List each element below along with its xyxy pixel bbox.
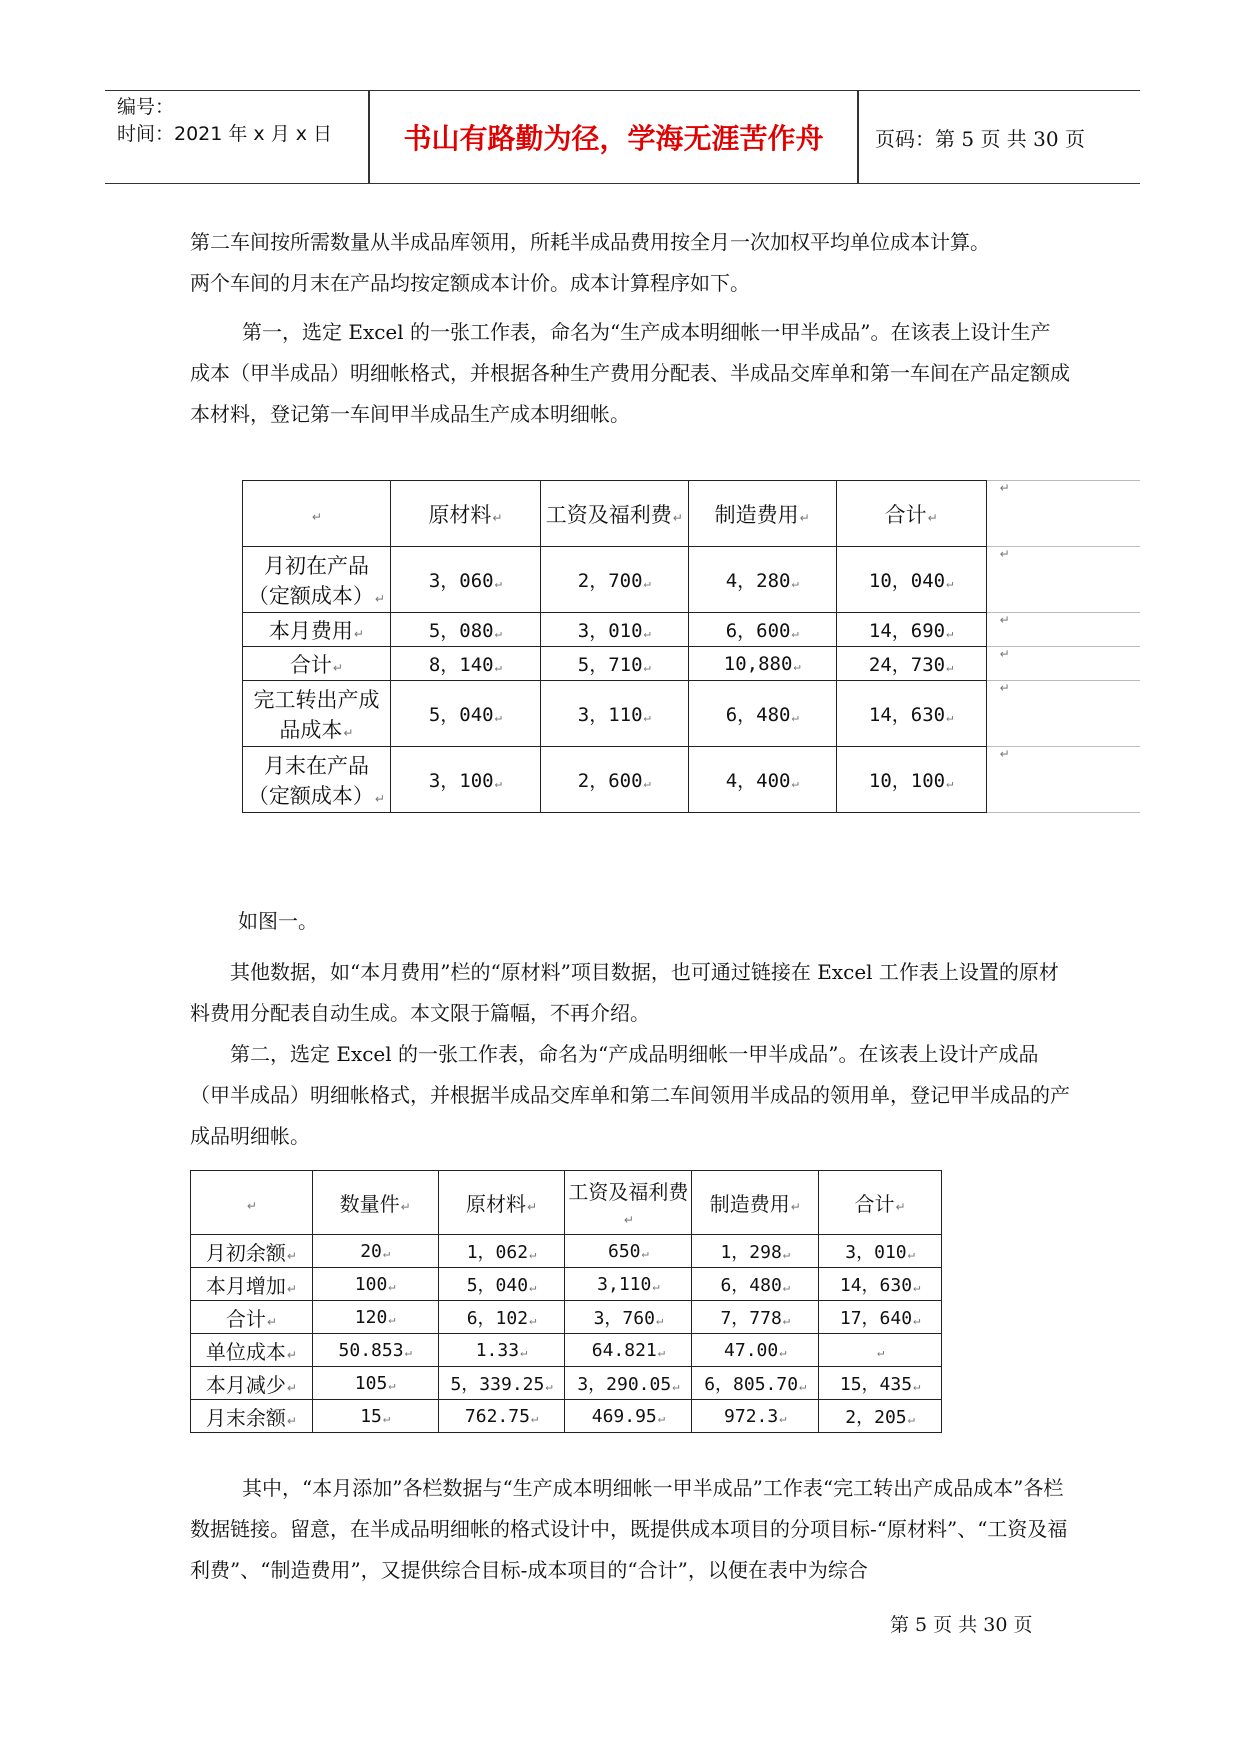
table-cell: 6，480↵ (692, 1268, 819, 1301)
table-cell: 6，102↵ (438, 1301, 565, 1334)
header-meta (117, 91, 367, 186)
intro-line-2: 两个车间的月末在产品均按定额成本计价。成本计算程序如下。 (190, 271, 750, 295)
table-cell: 972.3↵ (692, 1400, 819, 1433)
table-cell: 2，205↵ (819, 1400, 942, 1433)
table-cell: 8，140↵ (390, 647, 540, 681)
table-cell: 6，600↵ (688, 613, 836, 647)
table-cell: 2，700↵ (540, 547, 688, 613)
table-cell: 120↵ (312, 1301, 438, 1334)
header-divider (857, 91, 859, 183)
table-cell: 3，060↵ (390, 547, 540, 613)
table-cell: 10,880↵ (688, 647, 836, 681)
header-cell: 合计↵ (819, 1171, 942, 1235)
intro-section (190, 222, 1070, 435)
figure-caption: 如图一。 (238, 909, 318, 933)
row-label: 月初余额↵ (191, 1235, 313, 1268)
header-cell: ↵ (243, 481, 391, 547)
table-header-row (191, 1171, 942, 1235)
header-cell: ↵ (191, 1171, 313, 1235)
row-label: 合计↵ (191, 1301, 313, 1334)
table-cell: 762.75↵ (438, 1400, 565, 1433)
table-cell: 50.853↵ (312, 1334, 438, 1367)
table-row (243, 613, 1141, 647)
table-cell: 14，630↵ (819, 1268, 942, 1301)
table-cell: 17，640↵ (819, 1301, 942, 1334)
header-cell: 合计↵ (836, 481, 986, 547)
header-cell: 数量件↵ (312, 1171, 438, 1235)
header-cell: 工资及福利费↵ (540, 481, 688, 547)
header-cell: 工资及福利费↵ (565, 1171, 692, 1235)
table-cell: 6，805.70↵ (692, 1367, 819, 1400)
table-cell: 650↵ (565, 1235, 692, 1268)
middle-paragraph-2: 第二，选定 Excel 的一张工作表，命名为“产成品明细帐一甲半成品”。在该表上设计产成品（甲半成品）明细帐格式，并根据半成品交库单和第二车间领用半成品的领用单，登记甲半成品的产成品明细帐。 (190, 1042, 1070, 1148)
table-row (191, 1367, 942, 1400)
row-label: 月初在产品（定额成本）↵ (243, 547, 391, 613)
table-cell: 4，280↵ (688, 547, 836, 613)
table-cell: 1，062↵ (438, 1235, 565, 1268)
header-motto: 书山有路勤为径，学海无涯苦作舟 (403, 122, 824, 155)
table-cell: 47.00↵ (692, 1334, 819, 1367)
step-1-paragraph: 第一，选定 Excel 的一张工作表，命名为“生产成本明细帐一甲半成品”。在该表上设计生产成本（甲半成品）明细帐格式，并根据各种生产费用分配表、半成品交库单和第一车间在产品定额成本材料，登记第一车间甲半成品生产成本明细帐。 (190, 320, 1070, 426)
closing-paragraph: 其中，“本月添加”各栏数据与“生产成本明细帐一甲半成品”工作表“完工转出产成品成本”各栏数据链接。留意，在半成品明细帐的格式设计中，既提供成本项目的分项目标-“原材料”、“工资及福利费”、“制造费用”，又提供综合目标-成本项目的“合计”，以便在表中为综合 (190, 1476, 1068, 1582)
table-cell: 5，339.25↵ (438, 1367, 565, 1400)
row-label: 本月费用↵ (243, 613, 391, 647)
table-cell: 105↵ (312, 1367, 438, 1400)
table-cell: 15，435↵ (819, 1367, 942, 1400)
row-label: 月末在产品（定额成本）↵ (243, 747, 391, 813)
table-cell: 20↵ (312, 1235, 438, 1268)
table-cell: 14，630↵ (836, 681, 986, 747)
row-label: 本月增加↵ (191, 1268, 313, 1301)
table-cell: 5，710↵ (540, 647, 688, 681)
middle-section (190, 952, 1070, 1157)
table-row (191, 1400, 942, 1433)
row-label: 完工转出产成品成本↵ (243, 681, 391, 747)
table-row (243, 647, 1141, 681)
closing-section (190, 1468, 1070, 1591)
table-cell: 4，400↵ (688, 747, 836, 813)
page-footer: 第 5 页 共 30 页 (890, 1614, 1033, 1636)
extra-cell: ↵ (986, 547, 1140, 613)
header-cell: 制造费用↵ (692, 1171, 819, 1235)
page-header (105, 90, 1140, 184)
table-cell: 1.33↵ (438, 1334, 565, 1367)
table-row (191, 1301, 942, 1334)
table-cell: 6，480↵ (688, 681, 836, 747)
extra-cell: ↵ (986, 613, 1140, 647)
table-cell: 100↵ (312, 1268, 438, 1301)
table-cell: 3，290.05↵ (565, 1367, 692, 1400)
table-cell: 3，010↵ (540, 613, 688, 647)
table-cell: 3，760↵ (565, 1301, 692, 1334)
finished-goods-table (190, 1170, 942, 1433)
table-row (243, 681, 1141, 747)
table-cell: 10，100↵ (836, 747, 986, 813)
doc-time-label: 时间：2021 年 x 月 x 日 (117, 123, 333, 145)
table-cell: 24，730↵ (836, 647, 986, 681)
table-row (191, 1235, 942, 1268)
table-cell: ↵ (819, 1334, 942, 1367)
table-cell: 469.95↵ (565, 1400, 692, 1433)
table-row (243, 547, 1141, 613)
table-cell: 7，778↵ (692, 1301, 819, 1334)
doc-number-label: 编号： (117, 96, 175, 118)
row-label: 合计↵ (243, 647, 391, 681)
table-cell: 3，110↵ (540, 681, 688, 747)
extra-cell: ↵ (986, 747, 1140, 813)
header-page-label: 页码：第 5 页 共 30 页 (875, 126, 1085, 151)
header-cell: 制造费用↵ (688, 481, 836, 547)
extra-cell: ↵ (986, 481, 1140, 547)
table-row (243, 747, 1141, 813)
extra-cell: ↵ (986, 681, 1140, 747)
table-cell: 10，040↵ (836, 547, 986, 613)
header-cell: 原材料↵ (438, 1171, 565, 1235)
intro-line-1: 第二车间按所需数量从半成品库领用，所耗半成品费用按全月一次加权平均单位成本计算。 (190, 230, 990, 254)
production-cost-table (242, 480, 1140, 813)
table-cell: 5，080↵ (390, 613, 540, 647)
middle-paragraph-1: 其他数据，如“本月费用”栏的“原材料”项目数据，也可通过链接在 Excel 工作表上设置的原材料费用分配表自动生成。本文限于篇幅，不再介绍。 (190, 960, 1059, 1025)
table-cell: 3，010↵ (819, 1235, 942, 1268)
table-cell: 15↵ (312, 1400, 438, 1433)
table-cell: 1，298↵ (692, 1235, 819, 1268)
table-cell: 64.821↵ (565, 1334, 692, 1367)
table-row (191, 1268, 942, 1301)
table-cell: 5，040↵ (390, 681, 540, 747)
table-cell: 3,110↵ (565, 1268, 692, 1301)
row-label: 单位成本↵ (191, 1334, 313, 1367)
table-cell: 14，690↵ (836, 613, 986, 647)
header-cell: 原材料↵ (390, 481, 540, 547)
table-header-row (243, 481, 1141, 547)
row-label: 本月减少↵ (191, 1367, 313, 1400)
table-cell: 3，100↵ (390, 747, 540, 813)
table-cell: 5，040↵ (438, 1268, 565, 1301)
extra-cell: ↵ (986, 647, 1140, 681)
table-row (191, 1334, 942, 1367)
table-cell: 2，600↵ (540, 747, 688, 813)
row-label: 月末余额↵ (191, 1400, 313, 1433)
